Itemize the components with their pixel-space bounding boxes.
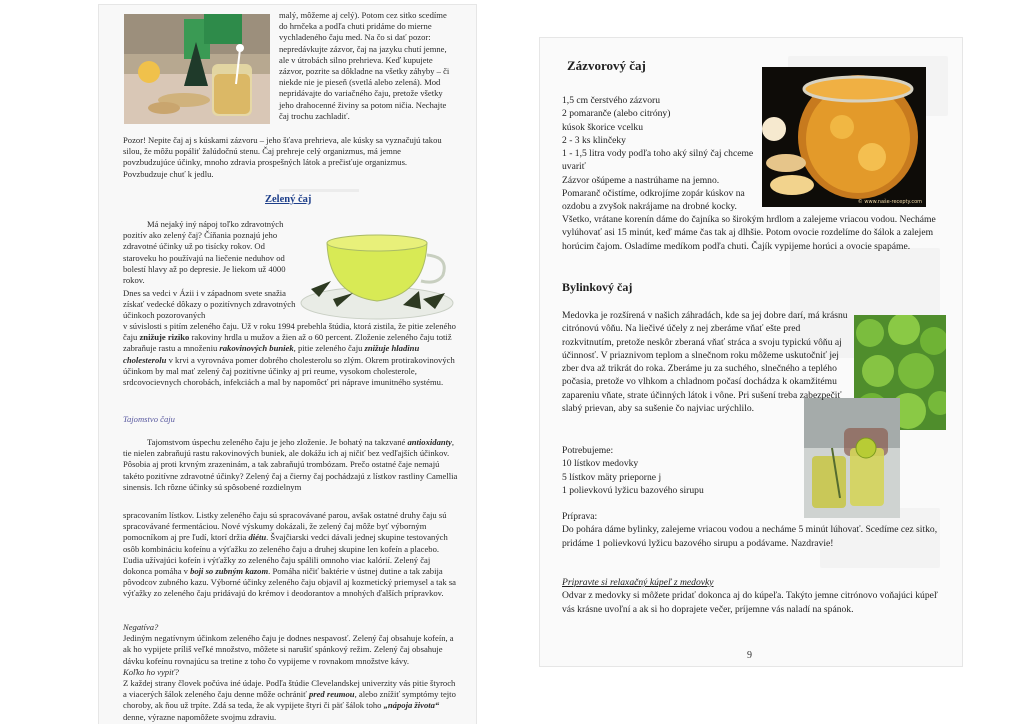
herbal-tea-title: Bylinkový čaj [562,280,633,294]
right-page [540,38,962,666]
ingredient-item: kúsok škorice vcelku [562,121,643,133]
green-tea-title: Zelený čaj [265,194,312,205]
needs-item: 10 lístkov medovky [562,458,639,470]
ginger-jar-illustration [762,67,926,207]
green-tea-science: Dnes sa vedci v Ázii i v západnom svete snažia získať vedecké dôkazy o pozitívnych zdravotných účinkoch pozorovaných [123,288,296,321]
needs-item: 5 lístkov mäty prieporne j [562,471,662,483]
ingredient-item: 1 - 1,5 litra vody podľa toho aký silný čaj chceme uvariť [562,148,754,173]
warning-paragraph: Pozor! Nepite čaj aj s kúskami zázvoru – jeho šťava prehrieva, ale kúsky sa vyznačujú takou silou, že môžu popáliť žalúdočnú stenu. Čaj prehreje celý organizmus, má jemne povzbudzujúce účinky, mnoho zdravia prospešných látok a prečisťuje organizmus. Povzbudzuje chuť k jedlu. [123,135,442,179]
prep-text: Do pohára dáme bylinky, zalejeme vriacou vodou a necháme 5 minút lúhovať. Scedíme cez sitko, pridáme 1 polievkovú lyžicu bazového sirupu a podávame. Nazdravie! [562,524,938,549]
needs-label: Potrebujeme: [562,445,614,456]
ingredients-list [562,94,758,214]
ingredient-item: 1,5 cm čerstvého zázvoru [562,95,661,106]
negative-section: Negatíva? Jediným negatívnym účinkom zeleného čaju je dodnes nespavosť. Zelený čaj obsahuje kofeín, a ak ho vypijete príliš veľké množstvo, môžete si narušiť spánkový režim. Zelený čaj obsahuje dávku kofeínu rovnajúcu sa tretine z toho čo vypijeme v rovnakom množstve kávy. Koľko ho vypiť? Z každej strany človek počúva iné údaje. Podľa štúdie Clevelandskej univerzity vás pitie štyroch a viacerých šálok zeleného čaju denne môže ochrániť pred reumou, alebo znížiť symptómy tejto choroby, ak ňou už trpíte. Zdá sa teda, že ak vypijete štyri či päť šálok toho „nápoja života“ denne, výrazne napomôžete svojmu zdraviu. [123,622,456,722]
ingredient-item: 2 pomaranče (alebo citróny) [562,108,671,120]
green-tea-cup-illustration [297,223,465,323]
green-tea-intro: Má nejaký iný nápoj toľko zdravotných pozitív ako zelený čaj? Číňania poznajú jeho zdravotné účinky už po tisícky rokov. Od staroveku ho používajú na liečenie neduhov od bolestí hlavy až po depresie. Je liekom už 4000 rokov. [123,219,286,286]
green-tea-study: v súvislosti s pitím zeleného čaju. Už v roku 1994 prebehla štúdia, ktorá zistila, že pitie zeleného čaju znižuje riziko rakoviny hrdla u mužov a žien až o 60 percent. Zloženie zeleného čaju totiž zabraňuje rastu a množeniu rakovinových buniek, pitie zeleného čaju znižuje hladinu cholesterolu v krvi a vyrovnáva pomer dobrého cholesterolu so zlým. Okrem protirakovinových účinkom by mal mať zelený čaj pozitívne účinky aj pri reume, vysokom cholesterole, srdcovocievnych chorobách, infekciách a mal by napomôcť pri náprave imunitného systému. [123,321,456,388]
needs-item: 1 polievkovú lyžicu bazového sirupu [562,484,704,496]
ginger-tea-illustration [124,14,270,124]
prep-label: Príprava: [562,511,598,522]
ginger-method-1: Zázvor ošúpeme a nastrúhame na jemno. Pomaranč očistíme, odkrojíme zopár kúskov na ozdobu a zvyšok nakrájame na drobné kocky. [562,174,745,213]
secret-paragraph: Tajomstvom úspechu zeleného čaju je jeho zloženie. Je bohatý na takzvané antioxidanty, tie nielen zabraňujú rastu rakovinových buniek, ale dokážu ich aj ničiť bez vedľajších účinkov. Pôsobia aj proti krvným zrazeninám, a tak zabraňujú trombózam. Prečo ostatné čaje nemajú takéto pozitívne zdravotné účinky? Zelený čaj a čierny čaj pochádzajú z lístkov rastliny Camellia sinensis. Ich rôzne účinky sú spôsobené rozdielnym [123,437,458,492]
ginger-tea-photo [124,14,270,124]
secret-heading: Tajomstvo čaju [123,414,175,424]
ingredient-item: 2 - 3 ks klinčeky [562,134,626,146]
bath-title: Pripravte si relaxačný kúpeľ z medovky [562,577,714,588]
ginger-jar-photo [762,67,926,207]
herbal-paragraph: Medovka je rozšírená v našich záhradách, kde sa jej dobre darí, má krásnu citrónovú vôňu. Na liečivé účely z nej zberáme vňať ešte pred rozkvitnutím, pretože neskôr zberaná vňať stráca a svoju typickú vôňu aj účinnosť. V priaznivom teplom a slnečnom roku môžeme uskutočniť jej zber dva až trikrát do roka. Zberáme ju za suchého, slnečného a teplého počasia, pretože vo vlhkom a chladnom počasí dochádza k okamžitému zapareniu vňate, strate účinných látok i vône. Pri sušení treba zabezpečiť slabý prievan, aby sa sušenie čo najviac urýchlilo. [562,310,848,415]
ginger-tea-title: Zázvorový čaj [567,58,646,73]
bath-section [562,576,946,616]
page-number: 9 [747,650,752,661]
needs-section [562,444,802,497]
green-tea-cup-photo [297,223,465,323]
ginger-continued-text: malý, môžeme aj celý). Potom cez sitko scedíme do hrnčeka a podľa chuti pridáme do mierne vychladeného čaju med. Na čo si dať pozor: nepredávkujte zázvor, čaj na jazyku chutí jemne, ale v útrobách silno prehrieva. Keď kupujete zázvor, pozrite sa dôkladne na všetky záhyby – či niekde nie je pieseň (svetlá alebo zelená). Mod nepridávajte do variačného čaju, pretože všetky jeho drahocenné živiny sa potom ničia. Nechajte čaj trochu zachladiť. [279,10,450,121]
processing-paragraph: spracovaním lístkov. Listky zeleného čaju sú spracovávané parou, avšak ostatné druhy čaju sú spracovávané fermentáciou. Nové výskumy dokázali, že zelený čaj môže byť výborným pomocníkom aj pre ľudí, ktorí držia diétu. Švajčiarski vedci dávali jednej skupine testovaných osôb kombináciu kofeínu a výťažku zo zeleného čaju a druhej skupine len kofeín a placebo. Ľudia užívajúci kofeín i výťažky zo zeleného čaju spálili omnoho viac kalórií. Zelený čaj dokonca pomáha v boji so zubným kazom. Pomáha ničiť baktérie v ústnej dutine a tak zabija pôvodcov zubného kazu. Výborné účinky zeleného čaju objavil aj kozmetický priemysel a tak sa výťažky zo zeleného čaju pridávajú do krémov i deodorantov a mnohých ďalších prípravkov. [123,510,456,599]
prep-section [562,510,946,550]
herbal-glasses-illustration [804,398,900,518]
left-page [99,5,476,724]
herbal-glasses-photo [804,398,900,518]
photo-credit: © www.naše-recepty.com [857,199,922,205]
bath-text: Odvar z medovky si môžete pridať dokonca aj do kúpeľa. Takýto jemne citrónovo voňajúci kúpeľ vás krásne uvoľní a ak si ho doprajete večer, príjemne vás naladí na spánok. [562,590,938,615]
ginger-method-2: Všetko, vrátane korenín dáme do čajníka so širokým hrdlom a zalejeme vriacou vodou. Necháme vylúhovať asi 15 minút, keď máme čas tak aj dlhšie. Potom ovocie rozdelíme do šálok a zalejem horúcim čajom. Osladíme medíkom podľa chuti. Čajík vypijeme horúci a ovocie spapáme. [562,214,936,252]
